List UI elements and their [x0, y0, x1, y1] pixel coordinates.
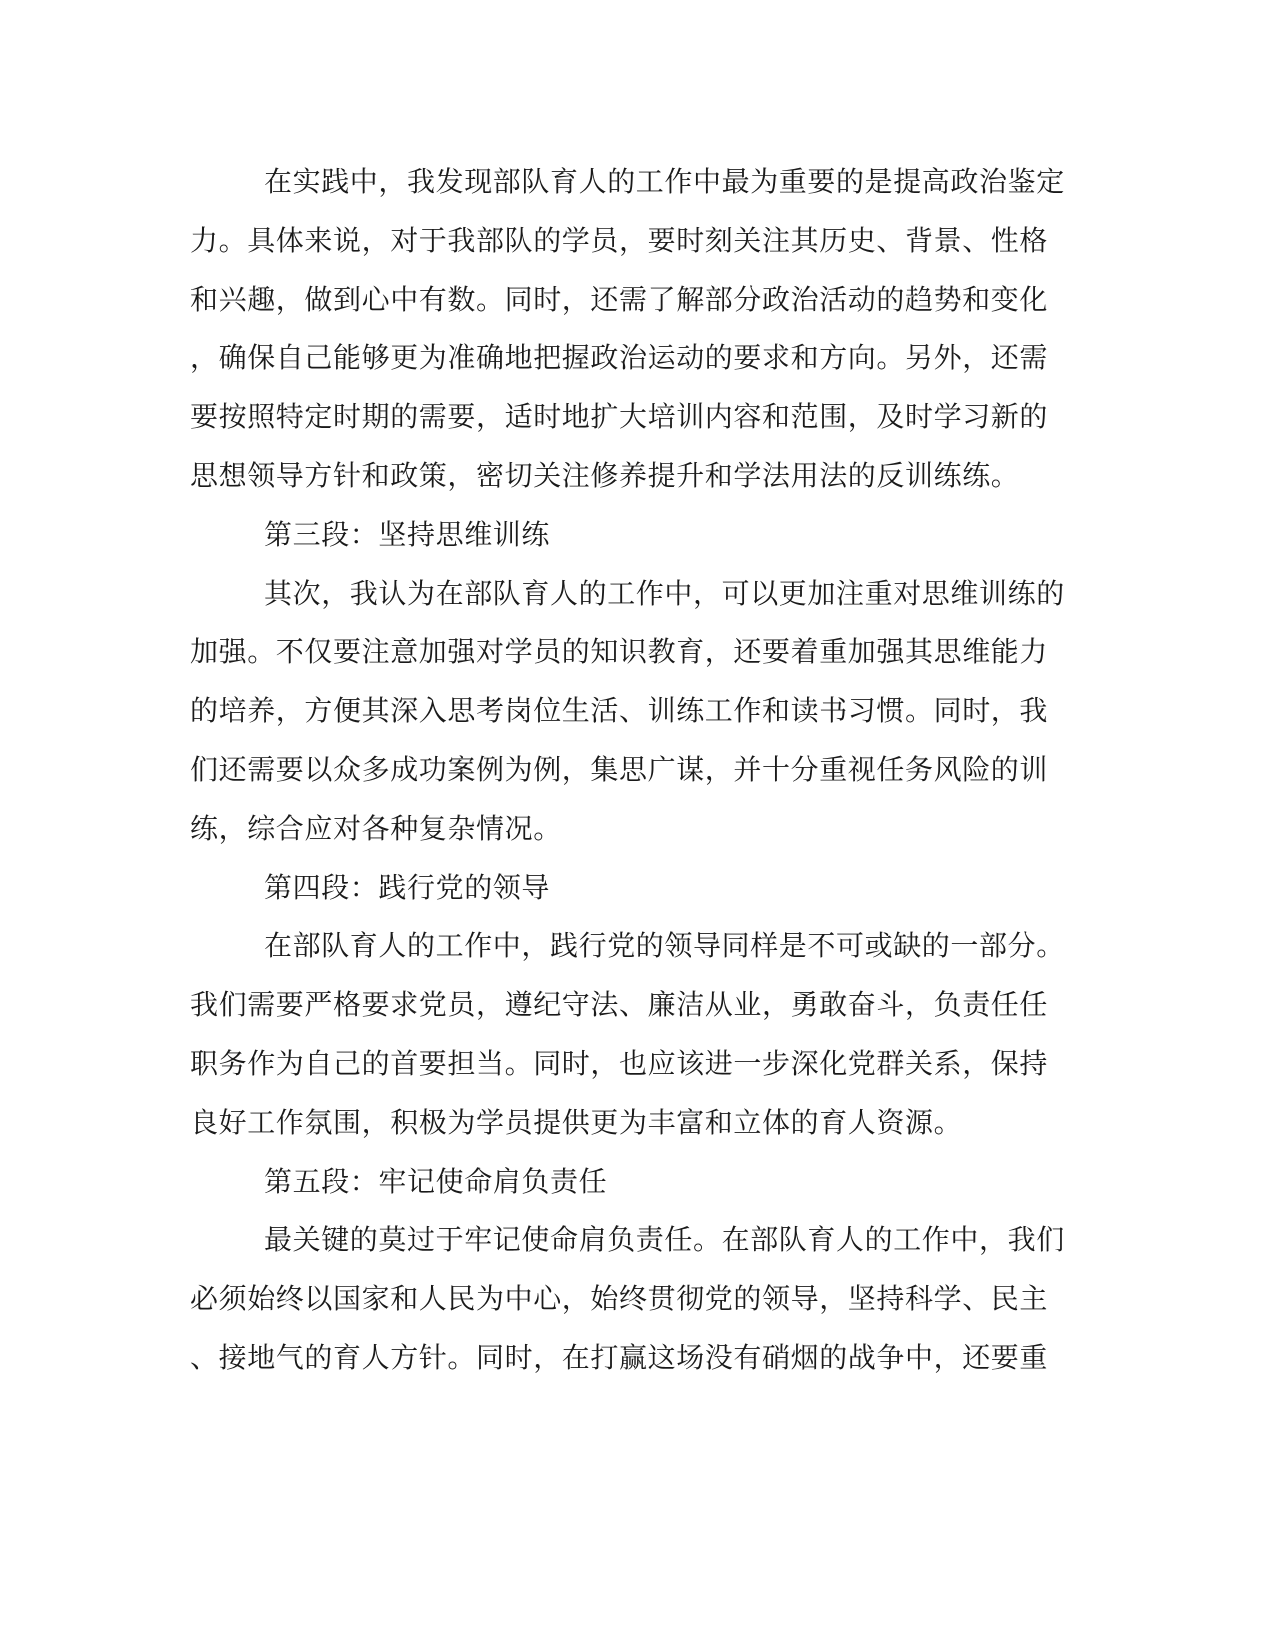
paragraph-line: 、接地气的育人方针。同时，在打赢这场没有硝烟的战争中，还要重 [190, 1341, 1049, 1374]
paragraph-line: 其次，我认为在部队育人的工作中，可以更加注重对思维训练的 [264, 577, 1065, 610]
paragraph-line: 练，综合应对各种复杂情况。 [190, 812, 562, 845]
paragraph-line: 我们需要严格要求党员，遵纪守法、廉洁从业，勇敢奋斗，负责任任 [190, 988, 1049, 1021]
paragraph-line: 的培养，方便其深入思考岗位生活、训练工作和读书习惯。同时，我 [190, 694, 1049, 727]
paragraph-line: 最关键的莫过于牢记使命肩负责任。在部队育人的工作中，我们 [264, 1223, 1065, 1256]
paragraph-line: 在实践中，我发现部队育人的工作中最为重要的是提高政治鉴定 [264, 165, 1065, 198]
section-heading: 第五段：牢记使命肩负责任 [264, 1165, 608, 1198]
paragraph-line: ，确保自己能够更为准确地把握政治运动的要求和方向。另外，还需 [190, 341, 1049, 374]
paragraph-line: 加强。不仅要注意加强对学员的知识教育，还要着重加强其思维能力 [190, 635, 1049, 668]
section-heading: 第四段：践行党的领导 [264, 871, 551, 904]
paragraph-line: 们还需要以众多成功案例为例，集思广谋，并十分重视任务风险的训 [190, 753, 1049, 786]
paragraph-line: 良好工作氛围，积极为学员提供更为丰富和立体的育人资源。 [190, 1106, 963, 1139]
paragraph-line: 在部队育人的工作中，践行党的领导同样是不可或缺的一部分。 [264, 929, 1065, 962]
paragraph-line: 职务作为自己的首要担当。同时，也应该进一步深化党群关系，保持 [190, 1047, 1049, 1080]
paragraph-line: 必须始终以国家和人民为中心，始终贯彻党的领导，坚持科学、民主 [190, 1282, 1049, 1315]
paragraph-line: 力。具体来说，对于我部队的学员，要时刻关注其历史、背景、性格 [190, 224, 1049, 257]
paragraph-line: 要按照特定时期的需要，适时地扩大培训内容和范围，及时学习新的 [190, 400, 1049, 433]
paragraph-line: 思想领导方针和政策，密切关注修养提升和学法用法的反训练练。 [190, 459, 1020, 492]
section-heading: 第三段：坚持思维训练 [264, 518, 551, 551]
paragraph-line: 和兴趣，做到心中有数。同时，还需了解部分政治活动的趋势和变化 [190, 283, 1049, 316]
